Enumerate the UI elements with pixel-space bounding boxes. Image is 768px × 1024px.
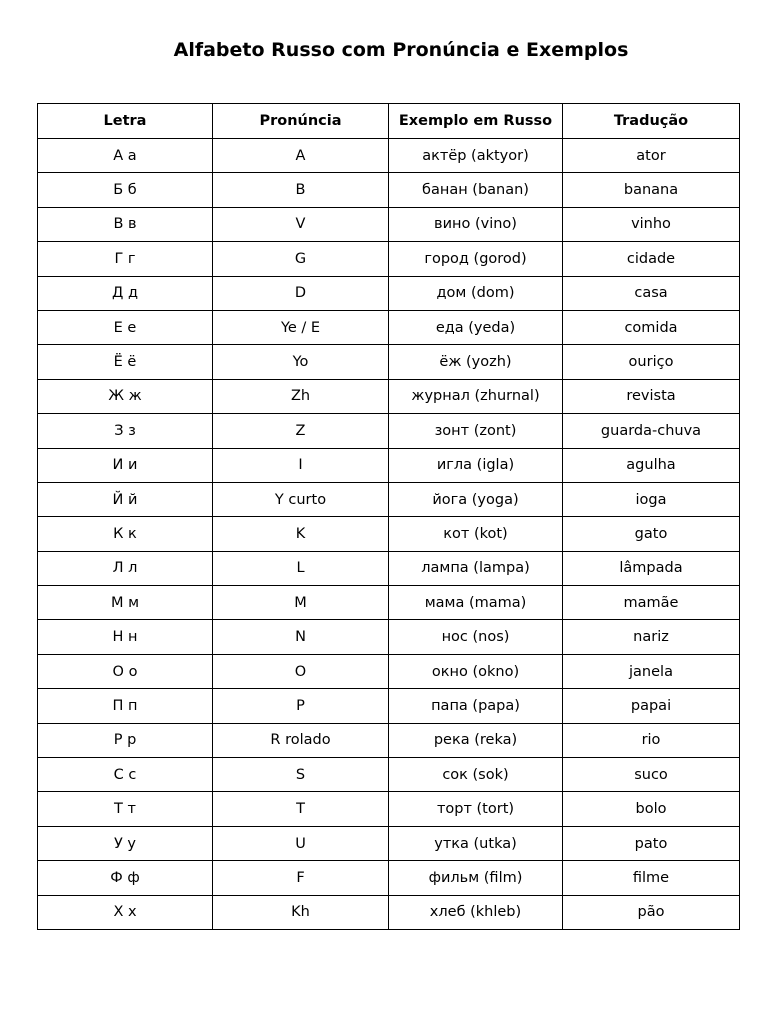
table-row (38, 207, 740, 241)
page-title: Alfabeto Russo com Pronúncia e Exemplos (173, 39, 629, 61)
cell-russian-example: еда (yeda) (389, 310, 563, 344)
cell-russian-example: журнал (zhurnal) (389, 379, 563, 413)
cell-russian-example: дом (dom) (389, 276, 563, 310)
cell-letter: Х х (38, 895, 213, 929)
cell-pronunciation: A (213, 139, 389, 173)
table-row (38, 517, 740, 551)
cell-letter: Р р (38, 723, 213, 757)
cell-russian-example: город (gorod) (389, 242, 563, 276)
cell-pronunciation: Yo (213, 345, 389, 379)
cell-pronunciation: B (213, 173, 389, 207)
cell-letter: Л л (38, 551, 213, 585)
cell-translation: comida (563, 310, 740, 344)
cell-pronunciation: Kh (213, 895, 389, 929)
cell-russian-example: игла (igla) (389, 448, 563, 482)
cell-letter: У у (38, 826, 213, 860)
cell-translation: cidade (563, 242, 740, 276)
cell-letter: Ж ж (38, 379, 213, 413)
cell-translation: agulha (563, 448, 740, 482)
cell-letter: Д д (38, 276, 213, 310)
cell-russian-example: кот (kot) (389, 517, 563, 551)
header-row (38, 104, 740, 139)
cell-russian-example: окно (okno) (389, 654, 563, 688)
cell-letter: Б б (38, 173, 213, 207)
cell-translation: guarda-chuva (563, 414, 740, 448)
table-row (38, 448, 740, 482)
cell-pronunciation: Ye / E (213, 310, 389, 344)
table-row (38, 826, 740, 860)
header-translation: Tradução (563, 104, 740, 139)
cell-pronunciation: T (213, 792, 389, 826)
cell-pronunciation: F (213, 861, 389, 895)
cell-translation: revista (563, 379, 740, 413)
table-row (38, 792, 740, 826)
cell-letter: С с (38, 758, 213, 792)
cell-russian-example: банан (banan) (389, 173, 563, 207)
cell-letter: Е е (38, 310, 213, 344)
cell-russian-example: вино (vino) (389, 207, 563, 241)
cell-translation: papai (563, 689, 740, 723)
table-body (38, 139, 740, 930)
cell-translation: rio (563, 723, 740, 757)
cell-pronunciation: L (213, 551, 389, 585)
table-row (38, 379, 740, 413)
cell-russian-example: мама (mama) (389, 586, 563, 620)
cell-translation: lâmpada (563, 551, 740, 585)
table-row (38, 620, 740, 654)
cell-russian-example: хлеб (khleb) (389, 895, 563, 929)
table-row (38, 310, 740, 344)
cell-translation: pão (563, 895, 740, 929)
cell-translation: suco (563, 758, 740, 792)
table-row (38, 414, 740, 448)
cell-pronunciation: G (213, 242, 389, 276)
cell-letter: Й й (38, 482, 213, 516)
cell-pronunciation: D (213, 276, 389, 310)
cell-letter: К к (38, 517, 213, 551)
cell-letter: З з (38, 414, 213, 448)
header-letter: Letra (38, 104, 213, 139)
table-row (38, 551, 740, 585)
cell-translation: mamãe (563, 586, 740, 620)
cell-letter: Г г (38, 242, 213, 276)
table-row (38, 723, 740, 757)
cell-pronunciation: U (213, 826, 389, 860)
cell-letter: И и (38, 448, 213, 482)
cell-translation: ator (563, 139, 740, 173)
cell-pronunciation: I (213, 448, 389, 482)
cell-russian-example: ёж (yozh) (389, 345, 563, 379)
table-row (38, 139, 740, 173)
cell-translation: nariz (563, 620, 740, 654)
cell-russian-example: йога (yoga) (389, 482, 563, 516)
cell-pronunciation: K (213, 517, 389, 551)
table-row (38, 654, 740, 688)
table-row (38, 895, 740, 929)
cell-russian-example: зонт (zont) (389, 414, 563, 448)
cell-russian-example: река (reka) (389, 723, 563, 757)
table-row (38, 586, 740, 620)
cell-russian-example: папа (papa) (389, 689, 563, 723)
cell-letter: В в (38, 207, 213, 241)
header-pronunciation: Pronúncia (213, 104, 389, 139)
table-row (38, 173, 740, 207)
cell-pronunciation: P (213, 689, 389, 723)
cell-pronunciation: N (213, 620, 389, 654)
cell-translation: bolo (563, 792, 740, 826)
cell-pronunciation: R rolado (213, 723, 389, 757)
cell-russian-example: утка (utka) (389, 826, 563, 860)
cell-russian-example: сок (sok) (389, 758, 563, 792)
cell-translation: pato (563, 826, 740, 860)
cell-pronunciation: V (213, 207, 389, 241)
cell-letter: П п (38, 689, 213, 723)
cell-letter: Т т (38, 792, 213, 826)
table-row (38, 242, 740, 276)
cell-translation: janela (563, 654, 740, 688)
cell-russian-example: нос (nos) (389, 620, 563, 654)
cell-russian-example: актёр (aktyor) (389, 139, 563, 173)
cell-translation: casa (563, 276, 740, 310)
table-row (38, 482, 740, 516)
cell-translation: ouriço (563, 345, 740, 379)
alphabet-table (37, 103, 740, 930)
cell-letter: А а (38, 139, 213, 173)
header-russian-example: Exemplo em Russo (389, 104, 563, 139)
cell-pronunciation: M (213, 586, 389, 620)
cell-letter: Ё ё (38, 345, 213, 379)
cell-pronunciation: Zh (213, 379, 389, 413)
cell-pronunciation: O (213, 654, 389, 688)
table-header (38, 104, 740, 139)
cell-translation: vinho (563, 207, 740, 241)
cell-russian-example: фильм (film) (389, 861, 563, 895)
cell-translation: banana (563, 173, 740, 207)
cell-letter: О о (38, 654, 213, 688)
cell-letter: Ф ф (38, 861, 213, 895)
cell-translation: gato (563, 517, 740, 551)
table-row (38, 345, 740, 379)
cell-translation: filme (563, 861, 740, 895)
cell-russian-example: лампа (lampa) (389, 551, 563, 585)
cell-letter: М м (38, 586, 213, 620)
table-row (38, 276, 740, 310)
table-row (38, 689, 740, 723)
table-row (38, 758, 740, 792)
table-row (38, 861, 740, 895)
cell-pronunciation: Z (213, 414, 389, 448)
cell-letter: Н н (38, 620, 213, 654)
cell-translation: ioga (563, 482, 740, 516)
cell-russian-example: торт (tort) (389, 792, 563, 826)
cell-pronunciation: Y curto (213, 482, 389, 516)
cell-pronunciation: S (213, 758, 389, 792)
